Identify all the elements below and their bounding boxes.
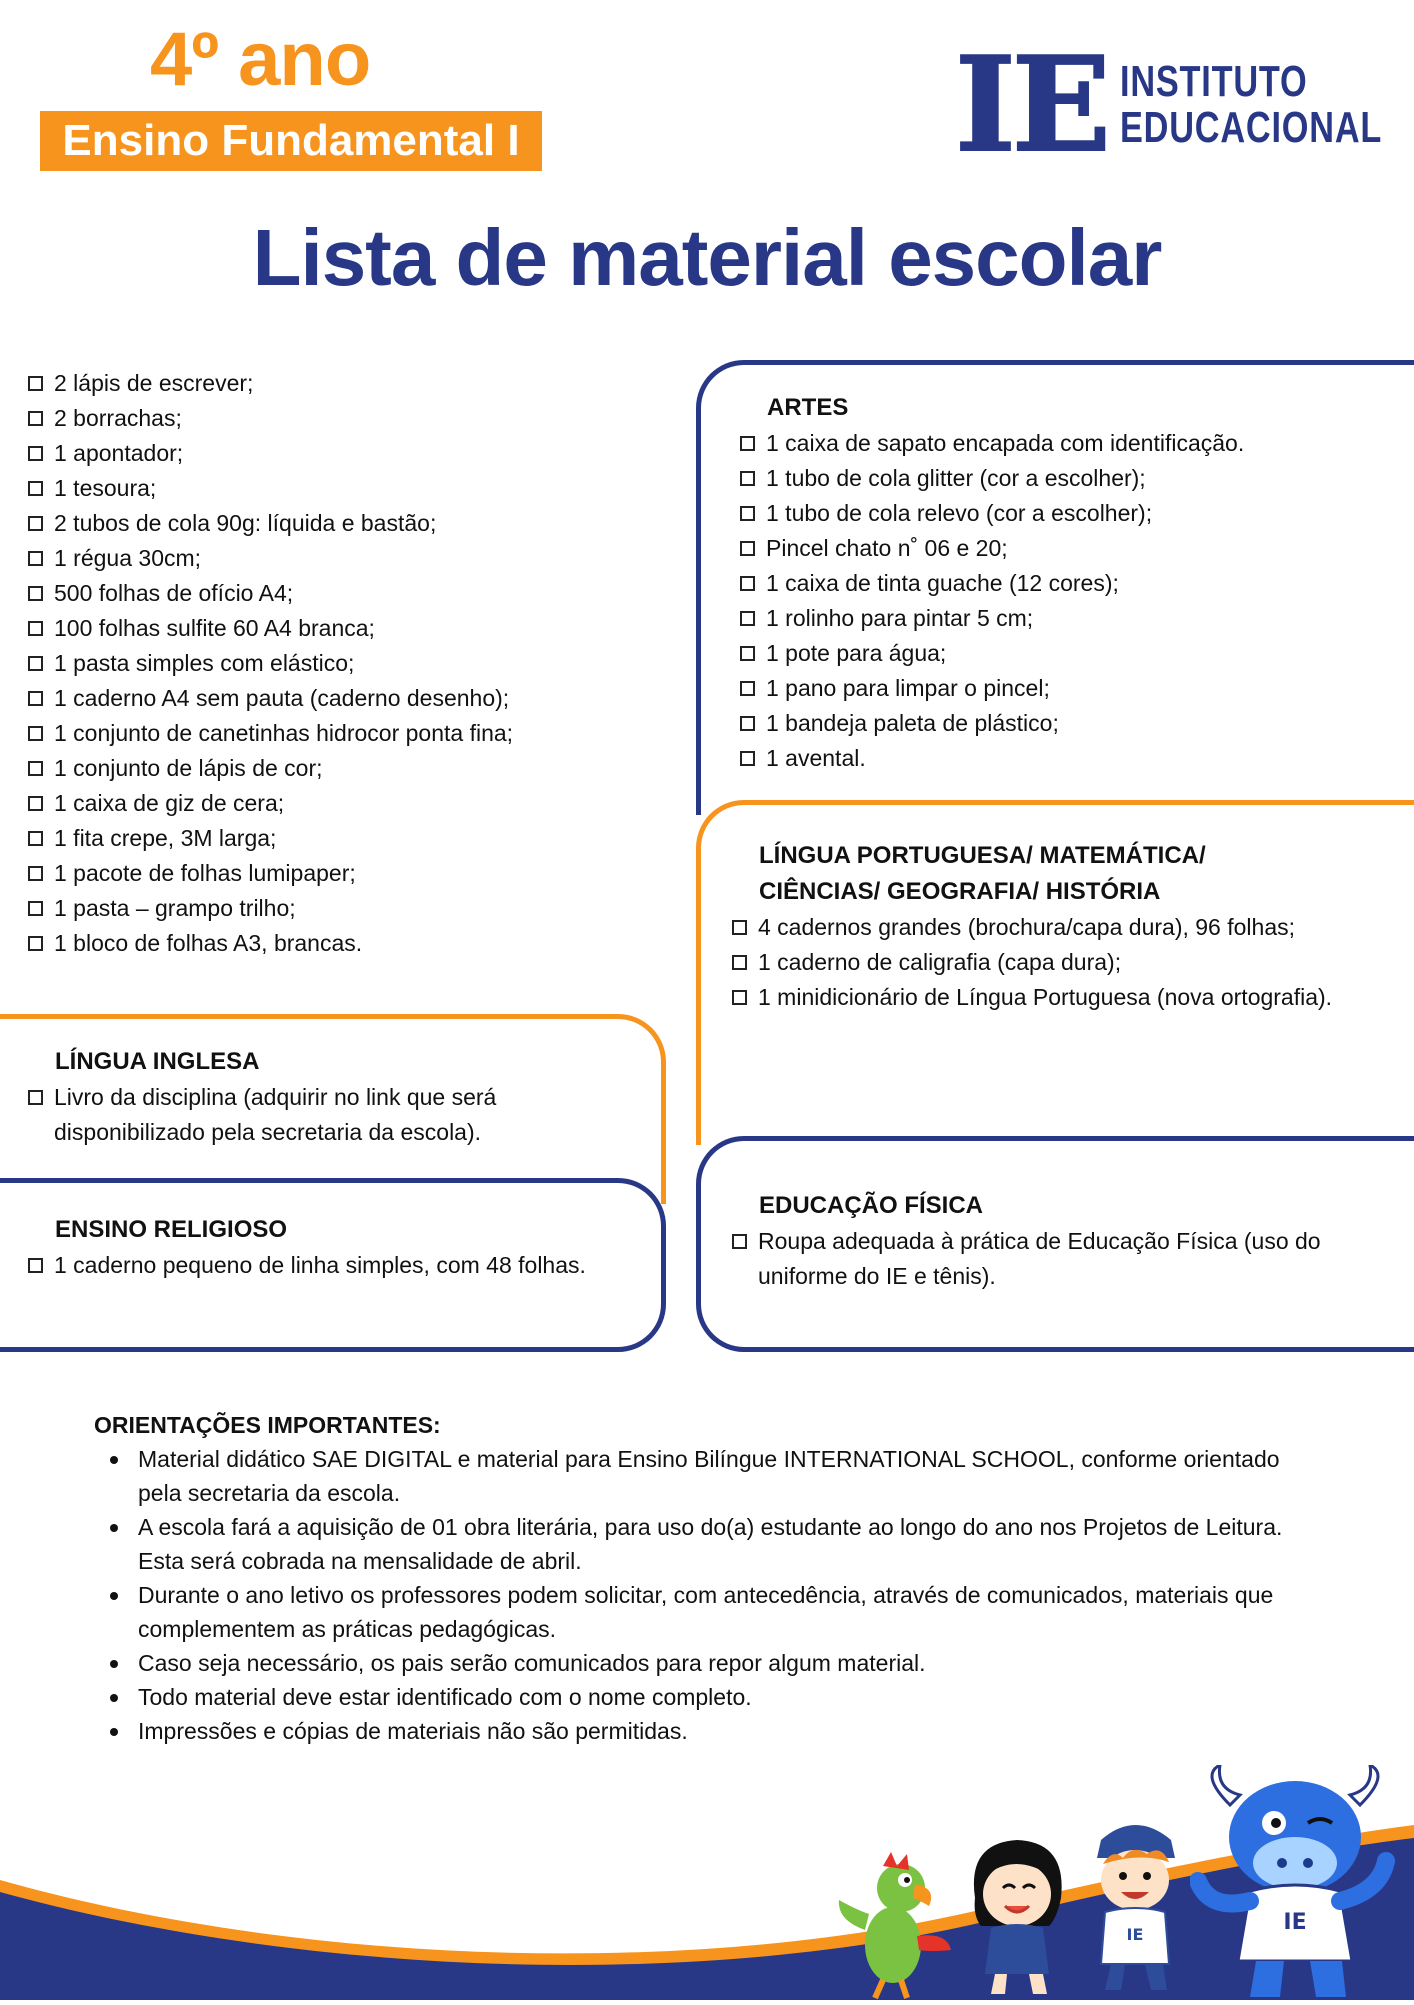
- general-material-item-text: 1 pacote de folhas lumipaper;: [54, 860, 356, 886]
- portugues-item: [732, 980, 1372, 1015]
- artes-item-text: 1 tubo de cola relevo (cor a escolher);: [766, 500, 1153, 526]
- portugues-item: [732, 910, 1372, 945]
- artes-item-text: 1 bandeja paleta de plástico;: [766, 710, 1059, 736]
- orientations-section: [94, 1408, 1314, 1748]
- portugues-item-text: 1 minidicionário de Língua Portuguesa (nova ortografia).: [758, 984, 1333, 1010]
- general-material-item-text: 1 conjunto de canetinhas hidrocor ponta fina;: [54, 720, 514, 746]
- general-material-item-text: 2 tubos de cola 90g: líquida e bastão;: [54, 510, 437, 536]
- general-material-item: [28, 821, 668, 856]
- religioso-section: [28, 1212, 628, 1283]
- artes-item: [740, 496, 1380, 531]
- religioso-item-text: 1 caderno pequeno de linha simples, com 48 folhas.: [54, 1252, 586, 1278]
- general-material-item-text: 100 folhas sulfite 60 A4 branca;: [54, 615, 375, 641]
- artes-item: [740, 531, 1380, 566]
- artes-title: ARTES: [767, 394, 849, 421]
- general-material-item-text: 1 pasta simples com elástico;: [54, 650, 355, 676]
- general-material-item-text: 2 lápis de escrever;: [54, 370, 254, 396]
- edfisica-item-text: Roupa adequada à prática de Educação Física (uso do uniforme do IE e tênis).: [758, 1228, 1321, 1289]
- artes-item: [740, 636, 1380, 671]
- portugues-section: [732, 838, 1372, 1015]
- edfisica-item: [732, 1224, 1372, 1294]
- page-title: Lista de material escolar: [252, 213, 1162, 302]
- general-material-item: [28, 646, 668, 681]
- artes-item-text: Pincel chato n˚ 06 e 20;: [766, 535, 1008, 561]
- general-material-item: [28, 716, 668, 751]
- checkbox-icon[interactable]: [740, 681, 755, 696]
- artes-item: [740, 671, 1380, 706]
- logo-text-line2: EDUCACIONAL: [1120, 103, 1383, 152]
- general-material-item-text: 2 borrachas;: [54, 405, 182, 431]
- boy-shirt-text: IE: [1126, 1925, 1144, 1944]
- orientation-text: Durante o ano letivo os professores podem solicitar, com antecedência, através de comunicados, materiais que complementem as práticas pedagógicas.: [138, 1582, 1274, 1642]
- portugues-title-line2: CIÊNCIAS/ GEOGRAFIA/ HISTÓRIA: [759, 878, 1161, 905]
- checkbox-icon[interactable]: [28, 901, 43, 916]
- school-logo: [955, 28, 1383, 181]
- general-material-item: [28, 926, 668, 961]
- general-material-item: [28, 856, 668, 891]
- checkbox-icon[interactable]: [28, 761, 43, 776]
- artes-item-text: 1 caixa de sapato encapada com identificação.: [766, 430, 1245, 456]
- general-material-item-text: 1 fita crepe, 3M larga;: [54, 825, 277, 851]
- artes-item-text: 1 rolinho para pintar 5 cm;: [766, 605, 1034, 631]
- artes-item-text: 1 tubo de cola glitter (cor a escolher);: [766, 465, 1146, 491]
- general-material-item: [28, 506, 668, 541]
- checkbox-icon[interactable]: [28, 866, 43, 881]
- bull-shirt-text: IE: [1283, 1910, 1307, 1935]
- orientations-title: ORIENTAÇÕES IMPORTANTES:: [94, 1412, 441, 1438]
- artes-item: [740, 741, 1380, 776]
- grade-heading: 4º ano: [150, 17, 371, 102]
- general-material-item-text: 1 caixa de giz de cera;: [54, 790, 285, 816]
- checkbox-icon[interactable]: [740, 576, 755, 591]
- general-material-item-text: 1 tesoura;: [54, 475, 157, 501]
- checkbox-icon[interactable]: [740, 436, 755, 451]
- general-material-item-text: 1 pasta – grampo trilho;: [54, 895, 296, 921]
- orientation-item: [94, 1646, 1314, 1680]
- orientation-item: [94, 1510, 1314, 1578]
- logo-text-line1: INSTITUTO: [1120, 57, 1308, 106]
- artes-item-text: 1 avental.: [766, 745, 866, 771]
- logo-mark: IE: [955, 28, 1107, 181]
- bullet-icon: [110, 1592, 118, 1600]
- orientation-text: Material didático SAE DIGITAL e material para Ensino Bilíngue INTERNATIONAL SCHOOL, conforme orientado pela secretaria da escola.: [138, 1446, 1280, 1506]
- artes-item: [740, 601, 1380, 636]
- general-material-item: [28, 366, 668, 401]
- checkbox-icon[interactable]: [28, 726, 43, 741]
- general-material-item: [28, 786, 668, 821]
- checkbox-icon[interactable]: [28, 446, 43, 461]
- checkbox-icon[interactable]: [28, 831, 43, 846]
- bullet-icon: [110, 1660, 118, 1668]
- checkbox-icon[interactable]: [740, 506, 755, 521]
- orientation-text: Caso seja necessário, os pais serão comunicados para repor algum material.: [138, 1650, 926, 1676]
- checkbox-icon[interactable]: [28, 411, 43, 426]
- artes-item-text: 1 pote para água;: [766, 640, 947, 666]
- checkbox-icon[interactable]: [28, 551, 43, 566]
- general-material-item: [28, 436, 668, 471]
- parrot-mascot-icon: [835, 1850, 955, 2000]
- orientation-item: [94, 1578, 1314, 1646]
- general-material-item-text: 1 bloco de folhas A3, brancas.: [54, 930, 363, 956]
- checkbox-icon[interactable]: [28, 376, 43, 391]
- portugues-item-text: 1 caderno de caligrafia (capa dura);: [758, 949, 1122, 975]
- orientation-text: A escola fará a aquisição de 01 obra literária, para uso do(a) estudante ao longo do ano nos Projetos de Leitura. Esta será cobrada na mensalidade de abril.: [138, 1514, 1283, 1574]
- checkbox-icon[interactable]: [28, 691, 43, 706]
- checkbox-icon[interactable]: [740, 751, 755, 766]
- orientation-item: [94, 1680, 1314, 1714]
- artes-item: [740, 461, 1380, 496]
- checkbox-icon[interactable]: [28, 796, 43, 811]
- artes-section: [740, 390, 1380, 776]
- orientation-text: Todo material deve estar identificado com o nome completo.: [138, 1684, 752, 1710]
- general-materials-list: [28, 366, 668, 961]
- bull-mascot-icon: [1190, 1765, 1400, 2000]
- level-label: Ensino Fundamental I: [62, 116, 520, 165]
- portugues-item-text: 4 cadernos grandes (brochura/capa dura), 96 folhas;: [758, 914, 1295, 940]
- general-material-item-text: 1 apontador;: [54, 440, 184, 466]
- ingles-title: LÍNGUA INGLESA: [55, 1048, 260, 1075]
- checkbox-icon[interactable]: [28, 481, 43, 496]
- general-material-item-text: 1 régua 30cm;: [54, 545, 202, 571]
- ingles-section: [28, 1044, 648, 1150]
- portugues-item: [732, 945, 1372, 980]
- checkbox-icon[interactable]: [28, 621, 43, 636]
- checkbox-icon[interactable]: [732, 955, 747, 970]
- checkbox-icon[interactable]: [28, 1258, 43, 1273]
- checkbox-icon[interactable]: [28, 656, 43, 671]
- edfisica-section: [732, 1188, 1372, 1294]
- general-material-item: [28, 891, 668, 926]
- religioso-title: ENSINO RELIGIOSO: [55, 1216, 288, 1243]
- general-material-item: [28, 471, 668, 506]
- religioso-item: [28, 1248, 628, 1283]
- general-material-item: [28, 401, 668, 436]
- general-material-item: [28, 576, 668, 611]
- bullet-icon: [110, 1524, 118, 1532]
- ingles-item-text: Livro da disciplina (adquirir no link que será disponibilizado pela secretaria da escola).: [54, 1084, 497, 1145]
- general-material-item: [28, 751, 668, 786]
- portugues-title-line1: LÍNGUA PORTUGUESA/ MATEMÁTICA/: [759, 842, 1206, 869]
- general-material-item: [28, 681, 668, 716]
- bullet-icon: [110, 1456, 118, 1464]
- checkbox-icon[interactable]: [740, 541, 755, 556]
- checkbox-icon[interactable]: [28, 1090, 43, 1105]
- checkbox-icon[interactable]: [732, 920, 747, 935]
- general-material-item: [28, 611, 668, 646]
- checkbox-icon[interactable]: [740, 646, 755, 661]
- checkbox-icon[interactable]: [740, 471, 755, 486]
- checkbox-icon[interactable]: [28, 516, 43, 531]
- bullet-icon: [110, 1694, 118, 1702]
- edfisica-title: EDUCAÇÃO FÍSICA: [759, 1192, 984, 1219]
- artes-item: [740, 566, 1380, 601]
- checkbox-icon[interactable]: [740, 716, 755, 731]
- artes-item-text: 1 caixa de tinta guache (12 cores);: [766, 570, 1119, 596]
- checkbox-icon[interactable]: [732, 990, 747, 1005]
- general-material-item-text: 1 caderno A4 sem pauta (caderno desenho);: [54, 685, 510, 711]
- orientation-text: Impressões e cópias de materiais não são permitidas.: [138, 1718, 688, 1744]
- girl-mascot-icon: [955, 1828, 1075, 2000]
- artes-item: [740, 426, 1380, 461]
- boy-mascot-icon: [1075, 1810, 1195, 2000]
- checkbox-icon[interactable]: [732, 1234, 747, 1249]
- checkbox-icon[interactable]: [28, 936, 43, 951]
- orientation-item: [94, 1442, 1314, 1510]
- general-material-item-text: 1 conjunto de lápis de cor;: [54, 755, 323, 781]
- artes-item: [740, 706, 1380, 741]
- general-material-item-text: 500 folhas de ofício A4;: [54, 580, 294, 606]
- checkbox-icon[interactable]: [28, 586, 43, 601]
- checkbox-icon[interactable]: [740, 611, 755, 626]
- footer-decoration: [0, 1730, 1414, 2000]
- artes-item-text: 1 pano para limpar o pincel;: [766, 675, 1050, 701]
- ingles-item: [28, 1080, 648, 1150]
- general-material-item: [28, 541, 668, 576]
